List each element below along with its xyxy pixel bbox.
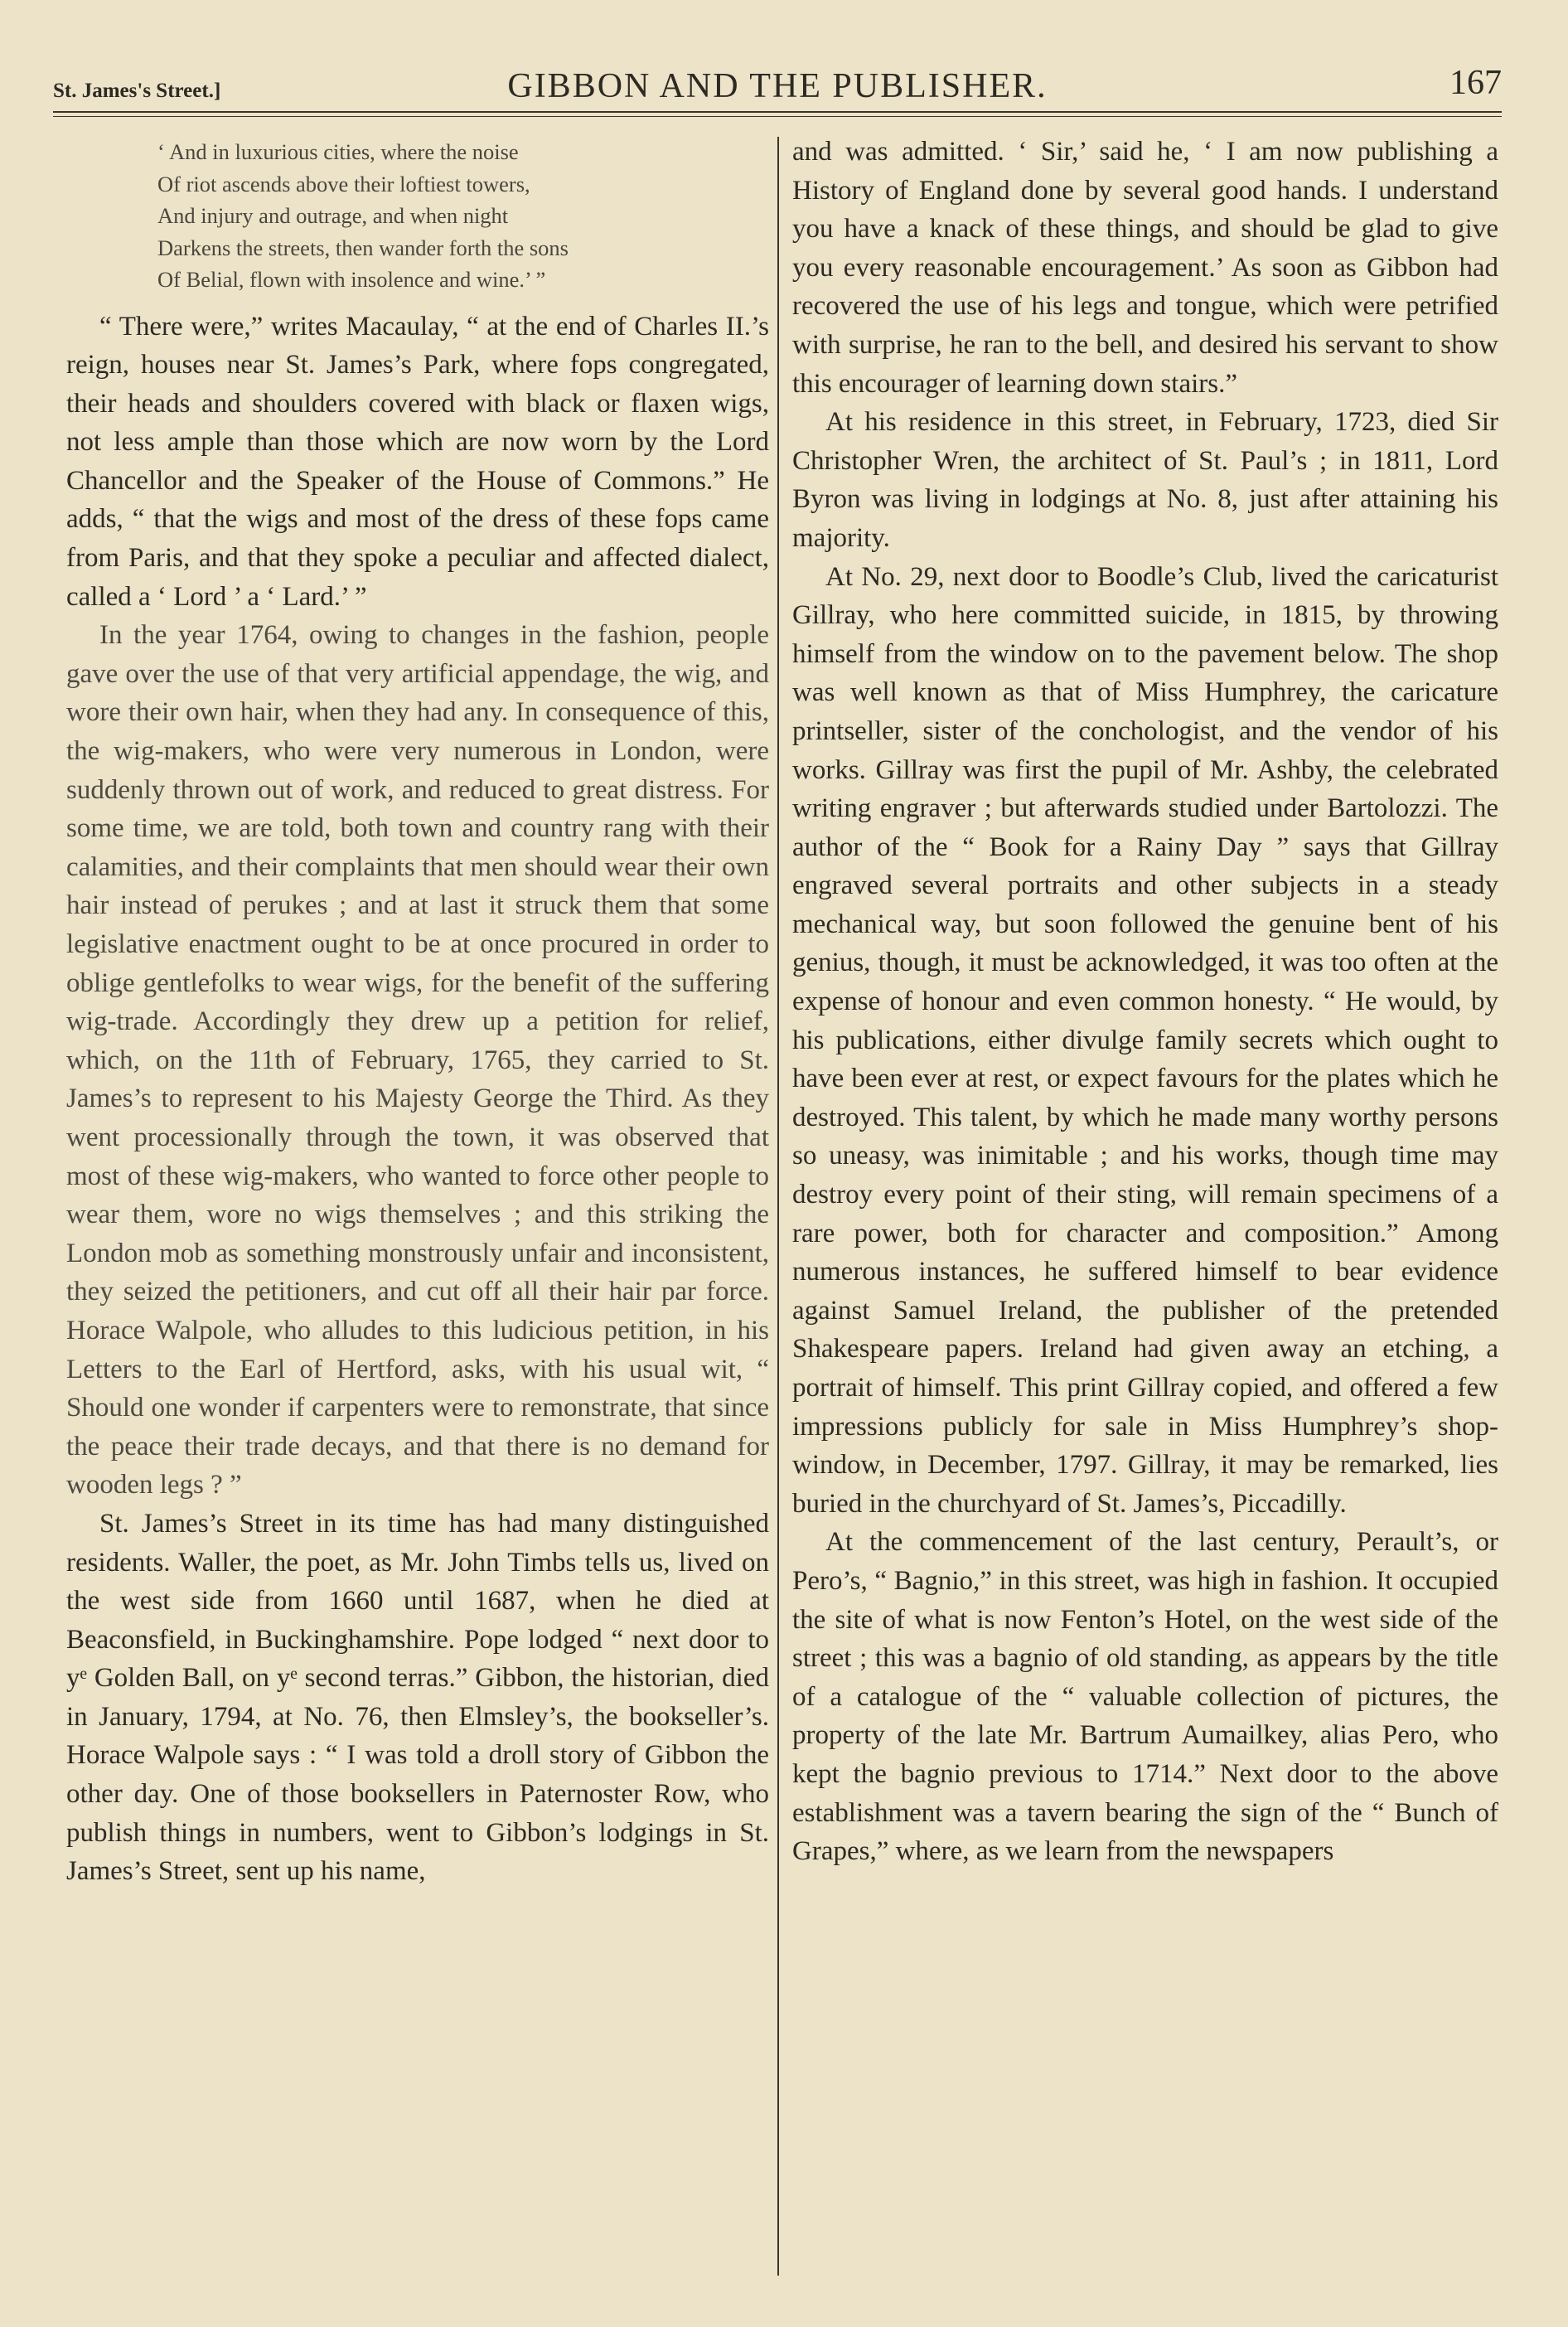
verse-line: ‘ And in luxurious cities, where the noise [157,139,519,164]
verse-line: Of riot ascends above their loftiest towers, [157,171,530,196]
verse-line: Darkens the streets, then wander forth the sons [157,235,569,260]
left-column [66,133,769,1891]
verse-line: And injury and outrage, and when night [157,203,509,228]
page-number: 167 [1449,64,1502,102]
running-title: GIBBON AND THE PUBLISHER. [507,67,1048,105]
verse-line: Of Belial, flown with insolence and wine.’ ” [157,267,546,292]
paragraph-macaulay: “ There were,” writes Macaulay, “ at the end of Charles II.’s reign, houses near St. James’s Park, where fops congregated, their heads and shoulders covered with black or flaxen wigs, not less ample than those which are now worn by the Lord Chancellor and the Speaker of the House of Commons.” He adds, “ that the wigs and most of the dress of these fops came from Paris, and that they spoke a peculiar and affected dialect, called a ‘ Lord ’ a ‘ Lard.’ ” [66,311,769,612]
section-label: St. James's Street.] [53,80,221,102]
paragraph-wig-makers: In the year 1764, owing to changes in the fashion, people gave over the use of that very artificial appendage, the wig, and wore their own hair, when they had any. In consequence of this, the wig-makers, who were very numerous in London, were suddenly thrown out of work, and reduced to great distress. For some time, we are told, both town and country rang with their calamities, and their complaints that men should wear their own hair instead of perukes ; and at last it struck them that some legislative enactment ought to be at once procured in order to oblige gentlefolks to wear wigs, for the benefit of the suffering wig-trade. Accordingly they drew up a petition for relief, which, on the 11th of February, 1765, they carried to St. James’s to represent to his Majesty George the Third. As they went processionally through the town, it was observed that most of these wig-makers, who wanted to force other people to wear them, wore no wigs themselves ; and this striking the London mob as something monstrously unfair and inconsistent, they seized the petitioners, and cut off all their hair par force. Horace Walpole, who alludes to this ludicious petition, in his Letters to the Earl of Hertford, asks, with his usual wit, “ Should one wonder if carpenters were to remonstrate, that since the peace their trade decays, and that there is no demand for wooden legs ? ” [66,620,769,1500]
paragraph-residents: St. James’s Street in its time has had many distinguished residents. Waller, the poet, as Mr. John Timbs tells us, lived on the west side from 1660 until 1687, when he died at Beaconsfield, in Buckinghamshire. Pope lodged “ next door to yᵉ Golden Ball, on yᵉ second terras.” Gibbon, the historian, died in January, 1794, at No. 76, then Elmsley’s, the bookseller’s. Horace Walpole says : “ I was told a droll story of Gibbon the other day. One of those booksellers in Paternoster Row, who publish things in numbers, went to Gibbon’s lodgings in St. James’s Street, sent up his name, [66,1508,769,1887]
header-rule [53,111,1502,113]
paragraph-gillray: At No. 29, next door to Boodle’s Club, lived the caricaturist Gillray, who here committed suicide, in 1815, by throwing himself from the window on to the pavement below. The shop was well known as that of Miss Humphrey, the caricature printseller, sister of the conchologist, and the vendor of his works. Gillray was first the pupil of Mr. Ashby, the celebrated writing engraver ; but afterwards studied under Bartolozzi. The author of the “ Book for a Rainy Day ” says that Gillray engraved several portraits and other subjects in a steady mechanical way, but soon followed the genuine bent of his genius, though, it must be acknowledged, it was too often at the expense of honour and even common honesty. “ He would, by his publications, either divulge family secrets which ought to have been ever at rest, or expect favours for the plates which he destroyed. This talent, by which he made many worthy persons so uneasy, was inimitable ; and his works, though time may destroy every point of their sting, will remain specimens of a rare power, both for character and composition.” Among numerous instances, he suffered himself to bear evidence against Samuel Ireland, the publisher of the pretended Shakespeare papers. Ireland had given away an etching, a portrait of himself. This print Gillray copied, and offered a few impressions publicly for sale in Miss Humphrey’s shop-window, in December, 1797. Gillray, it may be remarked, lies buried in the churchyard of St. James’s, Piccadilly. [792,561,1498,1519]
paragraph-gibbon-continued: and was admitted. ‘ Sir,’ said he, ‘ I am now publishing a History of England done by several good hands. I understand you have a knack of these things, and should be glad to give you every reasonable encouragement.’ As soon as Gibbon had recovered the use of his legs and tongue, which were petrified with surprise, he ran to the bell, and desired his servant to show this encourager of learning down stairs.” [792,137,1498,399]
paragraph-bagnio: At the commencement of the last century, Perault’s, or Pero’s, “ Bagnio,” in this street, was high in fashion. It occupied the site of what is now Fenton’s Hotel, on the west side of the street ; this was a bagnio of old standing, as appears by the title of a catalogue of the “ valuable collection of pictures, the property of the late Mr. Bartrum Aumailkey, alias Pero, who kept the bagnio previous to 1714.” Next door to the above establishment was a tavern bearing the sign of the “ Bunch of Grapes,” where, as we learn from the newspapers [792,1527,1498,1867]
right-column [792,133,1498,1871]
header-rule-thin [53,116,1502,117]
column-divider [777,137,779,2276]
verse-quotation [157,136,769,296]
running-header [53,58,1502,116]
paragraph-wren-byron: At his residence in this street, in February, 1723, died Sir Christopher Wren, the architect of St. Paul’s ; in 1811, Lord Byron was living in lodgings at No. 8, just after attaining his majority. [792,407,1498,553]
